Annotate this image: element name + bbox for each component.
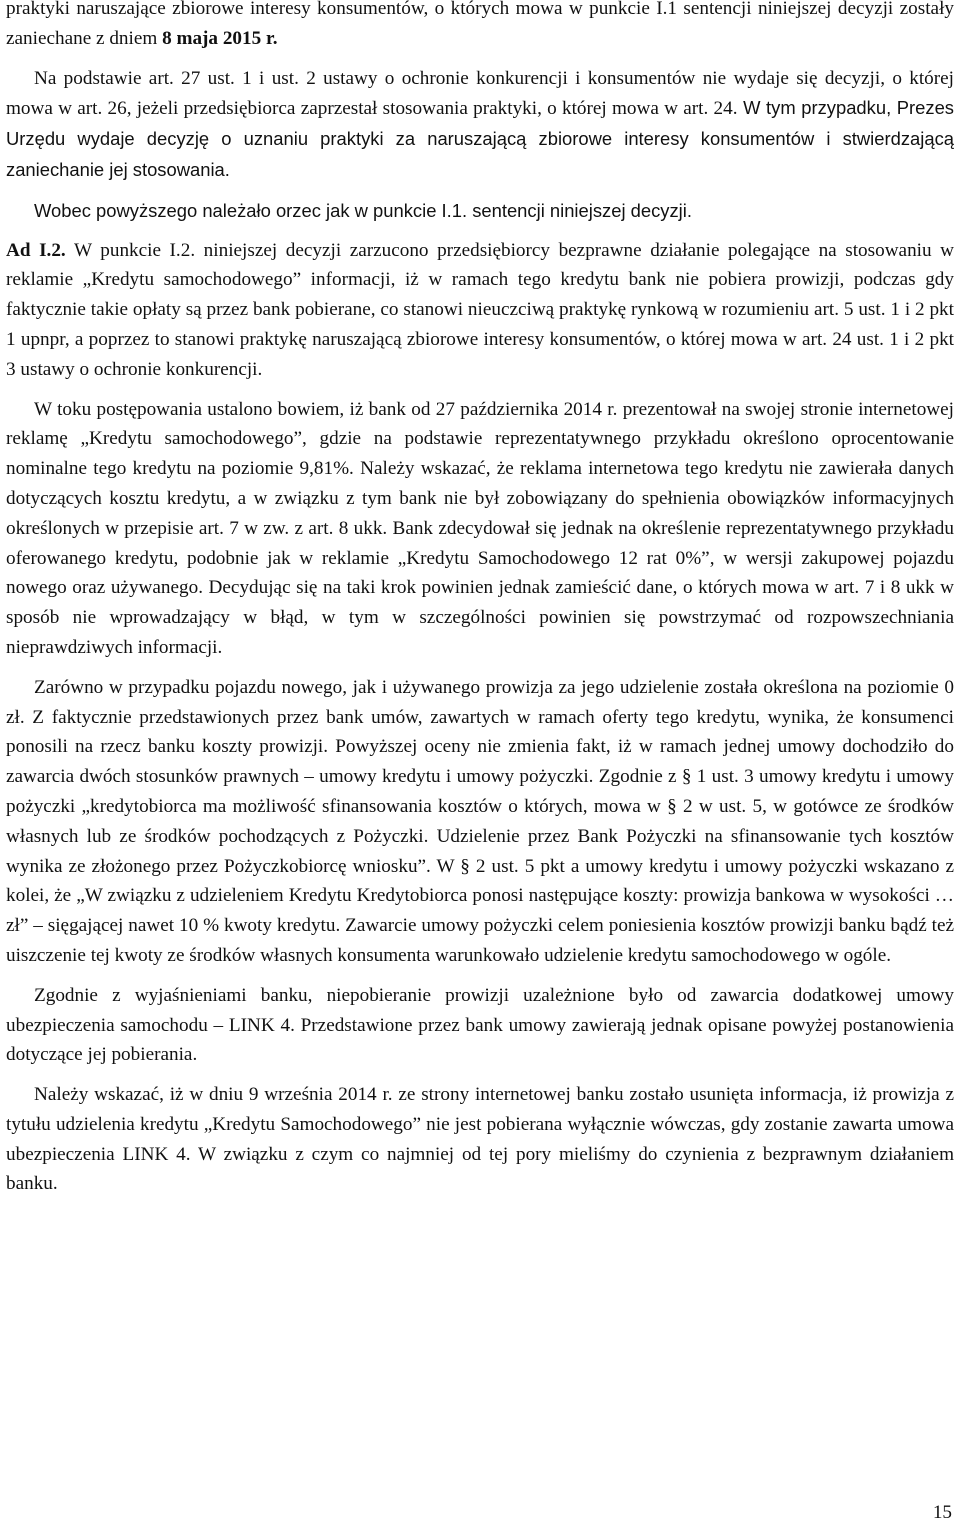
section-heading-rest: W punkcie I.2. — [65, 239, 196, 261]
paragraph-4-body: niniejszej decyzji zarzucono przedsiębiorcy bezprawne działanie polegające na stosowaniu w reklamie „Kredytu samochodowego” informacji, iż w ramach tego kredytu bank nie pobiera prowizji, podczas gdy faktycznie takie opłaty są przez bank pobierane, co stanowi nieuczciwą praktykę rynkową w rozumieniu art. 5 ust. 1 i 2 pkt 1 upnpr, a poprzez to stanowi praktykę naruszającą zbiorowe interesy konsumentów, o której mowa w art. 24 ust. 1 i 2 pkt 3 ustawy o ochronie konkurencji. — [6, 239, 954, 380]
paragraph-4 — [6, 236, 954, 385]
page-number: 15 — [932, 1502, 952, 1523]
paragraph-2-serif: Na podstawie art. 27 ust. 1 i ust. 2 ustawy o ochronie konkurencji i konsumentów nie wydaje się decyzji, o której mowa w art. 26, jeżeli przedsiębiorca zaprzestał stosowania praktyki, o której mowa w art. 24. — [6, 67, 954, 120]
paragraph-7: Zgodnie z wyjaśnieniami banku, niepobieranie prowizji uzależnione było od zawarcia dodatkowej umowy ubezpieczenia samochodu – LINK 4. Przedstawione przez bank umowy zawierają jednak opisane powyżej postanowienia dotyczące jej pobierania. — [6, 984, 954, 1066]
document-page — [6, 0, 954, 1209]
paragraph-1 — [6, 0, 954, 54]
date-bold: 8 maja 2015 r. — [162, 27, 278, 49]
section-heading: Ad I.2. — [6, 239, 66, 261]
paragraph-1-text: praktyki naruszające zbiorowe interesy konsumentów, o których mowa w punkcie I.1 sentencji niniejszej decyzji zostały zaniechane z dniem — [6, 0, 954, 49]
paragraph-6: Zarówno w przypadku pojazdu nowego, jak i używanego prowizja za jego udzielenie została określona na poziomie 0 zł. Z faktycznie przedstawionych przez bank umów, zawartych w ramach oferty tego kredytu, wynika, że konsumenci ponosili na rzecz banku koszty prowizji. Powyższej oceny nie zmienia fakt, iż w ramach jednej umowy dochodziło do zawarcia dwóch stosunków prawnych – umowy kredytu i umowy pożyczki. Zgodnie z § 1 ust. 3 umowy kredytu i umowy pożyczki „kredytobiorca ma możliwość sfinansowania kosztów o których, mowa w § 2 w ust. 5, w gotówce ze środków własnych lub ze środków pochodzących z Pożyczki. Udzielenie przez Bank Pożyczki na sfinansowanie tych kosztów wynika ze złożonego przez Pożyczkobiorcę wniosku”. W § 2 ust. 5 pkt a umowy kredytu i umowy pożyczki wskazano z kolei, że „W związku z udzieleniem Kredytu Kredytobiorca ponosi następujące koszty: prowizja bankowa w wysokości … zł” – sięgającej nawet 10 % kwoty kredytu. Zawarcie umowy pożyczki celem poniesienia kosztów prowizji banku bądź też uiszczenie tej kwoty ze środków własnych konsumenta warunkowało udzielenie kredytu samochodowego w ogóle. — [6, 676, 954, 966]
paragraph-2 — [6, 64, 954, 186]
paragraph-8: Należy wskazać, iż w dniu 9 września 2014 r. ze strony internetowej banku zostało usunięta informacja, iż prowizja z tytułu udzielenia kredytu „Kredytu Samochodowego” nie jest pobierana wyłącznie wówczas, gdy zostanie zawarta umowa ubezpieczenia LINK 4. W związku z czym co najmniej od tej pory mieliśmy do czynienia z bezprawnym działaniem banku. — [6, 1084, 954, 1195]
paragraph-3: Wobec powyższego należało orzec jak w punkcie I.1. sentencji niniejszej decyzji. — [34, 199, 692, 221]
paragraph-2-sans: W tym przypadku, Prezes Urzędu wydaje decyzję o uznaniu praktyki za naruszającą zbiorowe interesy konsumentów i stwierdzającą zaniechanie jej stosowania. — [6, 97, 954, 180]
paragraph-5: W toku postępowania ustalono bowiem, iż bank od 27 października 2014 r. prezentował na swojej stronie internetowej reklamę „Kredytu samochodowego”, gdzie na podstawie reprezentatywnego przykładu określono oprocentowanie nominalne tego kredytu na poziomie 9,81%. Należy wskazać, że reklama internetowa tego kredytu nie zawierała danych dotyczących kosztu kredytu, a w związku z tym bank nie był zobowiązany do spełnienia obowiązków informacyjnych określonych w przepisie art. 7 w zw. z art. 8 ukk. Bank zdecydował się jednak na określenie reprezentatywnego przykładu oferowanego kredytu, podobnie jak w reklamie „Kredytu Samochodowego 12 rat 0%”, w wersji zakupowej pojazdu nowego oraz używanego. Decydując się na taki krok powinien jednak zamieścić dane, o których mowa w art. 7 i 8 ukk w sposób nie wprowadzający w błąd, w tym w szczególności powinien się powstrzymać od rozpowszechniania nieprawdziwych informacji. — [6, 398, 954, 658]
